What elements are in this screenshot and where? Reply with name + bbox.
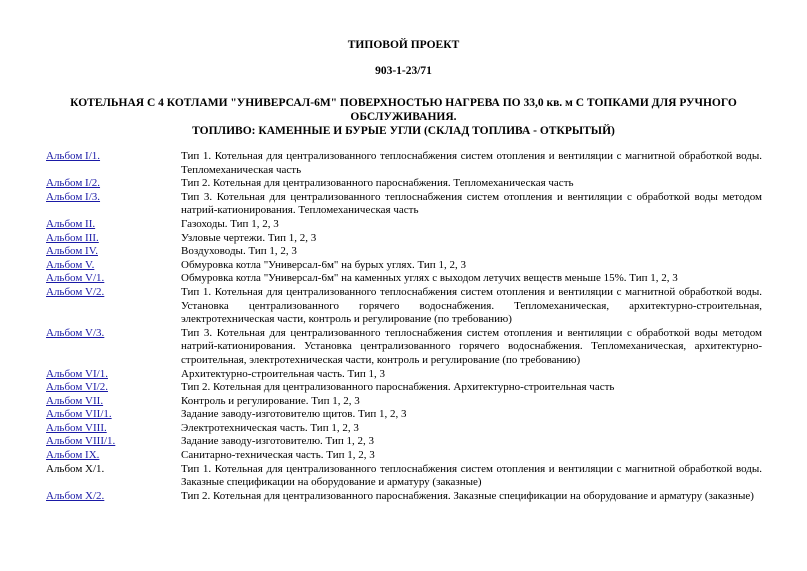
album-row <box>46 150 762 177</box>
album-row <box>46 272 762 286</box>
fuel-note: ТОПЛИВО: КАМЕННЫЕ И БУРЫЕ УГЛИ (СКЛАД ТОПЛИВА - ОТКРЫТЫЙ) <box>192 125 615 137</box>
album-row <box>46 286 762 327</box>
album-link[interactable]: Альбом I/3. <box>46 190 101 203</box>
album-link[interactable]: Альбом IX. <box>46 449 100 462</box>
album-row <box>46 463 762 490</box>
album-description: Тип 2. Котельная для централизованного пароснабжения. Тепломеханическая часть <box>181 177 574 190</box>
album-link[interactable]: Альбом V. <box>46 258 95 271</box>
album-description: Узловые чертежи. Тип 1, 2, 3 <box>181 231 317 244</box>
album-description: Задание заводу-изготовителю. Тип 1, 2, 3 <box>181 435 374 448</box>
album-description: Обмуровка котла "Универсал-6м" на бурых углях. Тип 1, 2, 3 <box>181 258 466 271</box>
album-description: Тип 2. Котельная для централизованного пароснабжения. Заказные спецификации на оборудование и арматуру (заказные) <box>181 489 754 502</box>
album-row <box>46 218 762 232</box>
album-link[interactable]: Альбом X/2. <box>46 489 105 502</box>
album-link[interactable]: Альбом V/3. <box>46 326 105 339</box>
album-link[interactable]: Альбом VII. <box>46 394 104 407</box>
project-subject-line-1: КОТЕЛЬНАЯ С 4 КОТЛАМИ "УНИВЕРСАЛ-6М" ПОВЕРХНОСТЬЮ НАГРЕВА ПО 33,0 кв. м С ТОПКАМИ ДЛЯ РУЧНОГО <box>70 97 737 109</box>
album-link[interactable]: Альбом VII/1. <box>46 408 112 421</box>
page-title: ТИПОВОЙ ПРОЕКТ <box>347 39 460 51</box>
album-description: Газоходы. Тип 1, 2, 3 <box>181 217 279 230</box>
album-row <box>46 490 762 504</box>
album-link[interactable]: Альбом IV. <box>46 245 98 258</box>
album-row <box>46 381 762 395</box>
album-link[interactable]: Альбом I/2. <box>46 177 101 190</box>
album-link[interactable]: Альбом III. <box>46 231 99 244</box>
album-link[interactable]: Альбом I/1. <box>46 150 101 162</box>
album-list <box>46 150 762 503</box>
album-link[interactable]: Альбом II. <box>46 217 96 230</box>
album-row <box>46 245 762 259</box>
album-link[interactable]: Альбом VI/2. <box>46 381 108 394</box>
album-row <box>46 395 762 409</box>
album-description: Санитарно-техническая часть. Тип 1, 2, 3 <box>181 449 375 462</box>
album-link[interactable]: Альбом VI/1. <box>46 367 108 380</box>
album-row <box>46 435 762 449</box>
album-description: Воздуховоды. Тип 1, 2, 3 <box>181 245 297 258</box>
album-description: Контроль и регулирование. Тип 1, 2, 3 <box>181 394 360 407</box>
album-link[interactable]: Альбом VIII. <box>46 421 107 434</box>
project-subject-line-2: ОБСЛУЖИВАНИЯ. <box>350 111 457 123</box>
album-row <box>46 449 762 463</box>
album-description: Тип 3. Котельная для централизованного теплоснабжения систем отопления и вентиляции с обработкой воды методом натрий-катионирования. Установка централизованного горячего водоснабжения. Тепломеханическая, архитектурно-строительная, электротехническая части, контроль и регулирование (по требованию) <box>181 326 762 366</box>
album-description: Тип 3. Котельная для централизованного теплоснабжения систем отопления и вентиляции с обработкой воды методом натрий-катионирования. Тепломеханическая часть <box>181 190 762 217</box>
album-description: Тип 1. Котельная для централизованного теплоснабжения систем отопления и вентиляции с магнитной обработкой воды. Заказные спецификации на оборудование и арматуру (заказные) <box>181 462 762 489</box>
album-label: Альбом X/1. <box>46 462 105 475</box>
album-link[interactable]: Альбом VIII/1. <box>46 435 116 448</box>
album-row <box>46 232 762 246</box>
project-code: 903-1-23/71 <box>375 65 432 77</box>
album-row <box>46 327 762 368</box>
album-row <box>46 408 762 422</box>
album-row <box>46 177 762 191</box>
album-description: Тип 1. Котельная для централизованного теплоснабжения систем отопления и вентиляции с магнитной обработкой воды. Тепломеханическая часть <box>181 150 762 176</box>
album-row <box>46 191 762 218</box>
album-link[interactable]: Альбом V/1. <box>46 272 105 285</box>
album-row <box>46 422 762 436</box>
album-link[interactable]: Альбом V/2. <box>46 285 105 298</box>
album-row <box>46 259 762 273</box>
album-description: Обмуровка котла "Универсал-6м" на каменных углях с выходом летучих веществ меньше 15%. Тип 1, 2, 3 <box>181 272 678 285</box>
album-description: Электротехническая часть. Тип 1, 2, 3 <box>181 421 359 434</box>
project-subject <box>0 96 807 124</box>
album-description: Задание заводу-изготовителю щитов. Тип 1, 2, 3 <box>181 408 407 421</box>
album-description: Архитектурно-строительная часть. Тип 1, 3 <box>181 367 386 380</box>
album-row <box>46 368 762 382</box>
album-description: Тип 2. Котельная для централизованного пароснабжения. Архитектурно-строительная часть <box>181 381 615 394</box>
album-description: Тип 1. Котельная для централизованного теплоснабжения систем отопления и вентиляции с магнитной обработкой воды. Установка централизованного горячего водоснабжения. Тепломеханическая, архитектурно-строительная, электротехническая части, контроль и регулирование (по требованию) <box>181 285 762 326</box>
